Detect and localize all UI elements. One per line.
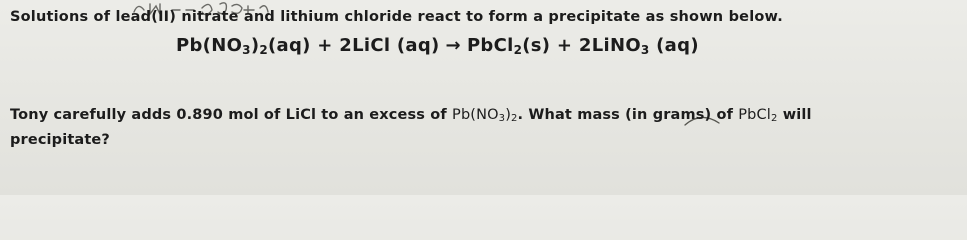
lead-nitrate-formula: $Pb(NO_3)_2$ xyxy=(452,107,518,124)
product-2: 2LiNO$_3$ (aq) xyxy=(578,35,699,57)
reactant-1: $Pb(NO_3)_2(aq)$ xyxy=(176,35,311,57)
reactant-2: 2LiCl (aq) xyxy=(339,35,440,56)
plus-sign: + xyxy=(317,35,333,56)
intro-text: Solutions of lead(II) nitrate and lithium chloride react to form a precipitate as shown below. xyxy=(10,9,783,25)
reaction-arrow: → xyxy=(445,35,461,56)
lead-chloride-formula: PbCl$_2$ xyxy=(738,107,778,124)
question-text: Tony carefully adds 0.890 mol of LiCl to an excess of $Pb(NO_3)_2$. What mass (in grams) of PbCl$_2$ will precipitate? xyxy=(10,107,812,148)
plus-sign: + xyxy=(556,35,573,56)
chemical-equation xyxy=(176,35,699,56)
product-1: PbCl$_2$(s) xyxy=(466,35,551,57)
